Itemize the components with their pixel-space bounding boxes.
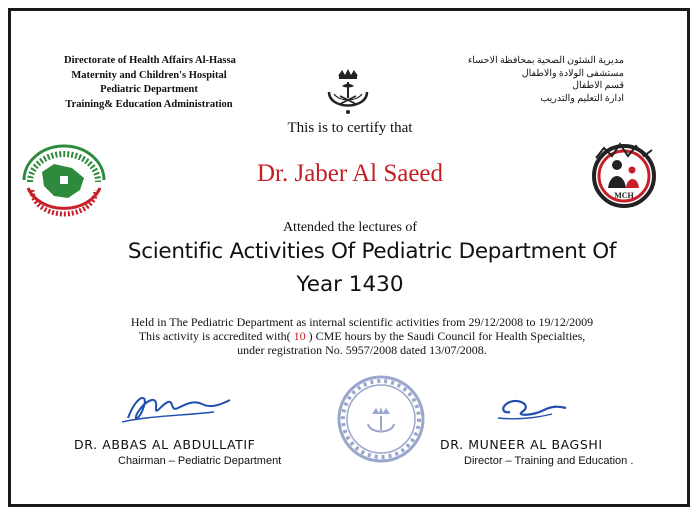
recipient-name: Dr. Jaber Al Saeed [256,160,444,187]
header-right-line: مديرية الشئون الصحية بمحافظة الاحساء [467,56,624,66]
saudi-emblem-icon [320,66,376,122]
accreditation-suffix: ) CME hours by the Saudi Council for Health Specialties, [308,329,586,343]
attended-text: Attended the lectures of [282,220,418,235]
certify-text: This is to certify that [287,120,413,136]
signatory-left-name: DR. ABBAS AL ABDULLATIF [74,437,256,452]
header-left-line: Training& Education Administration [65,98,233,110]
header-right-line: قسم الاطفال [572,81,624,91]
signatory-right-role: Director – Training and Education . [464,455,634,467]
cme-hours: 10 [290,329,309,343]
course-title-line2: Year 1430 [296,272,404,297]
accreditation-line [52,329,672,343]
signatory-left-role: Chairman – Pediatric Department [118,455,282,467]
held-line: Held in The Pediatric Department as internal scientific activities from 29/12/2008 to 19/12/2009 [130,315,594,329]
header-right-line: مستشفى الولادة والاطفال [521,68,624,79]
header-right [464,55,624,105]
signature-right [492,392,572,426]
header-left-line: Maternity and Children's Hospital [71,69,227,81]
accreditation-prefix: This activity is accredited with( [138,329,291,343]
activity-details [52,315,672,357]
header-left [64,54,234,112]
signatory-right-name: DR. MUNEER AL BAGSHI [440,437,603,452]
header-left-line: Directorate of Health Affairs Al-Hassa [64,55,236,66]
mch-logo-text: MCH [614,191,634,200]
course-title-line1: Scientific Activities Of Pediatric Department Of [127,239,617,264]
header-left-line: Pediatric Department [100,84,198,95]
registration-line: under registration No. 5957/2008 dated 13/07/2008. [237,343,487,357]
signature-left [118,386,240,430]
ministry-stamp [334,372,428,466]
header-right-line: ادارة التعليم والتدريب [540,93,624,104]
